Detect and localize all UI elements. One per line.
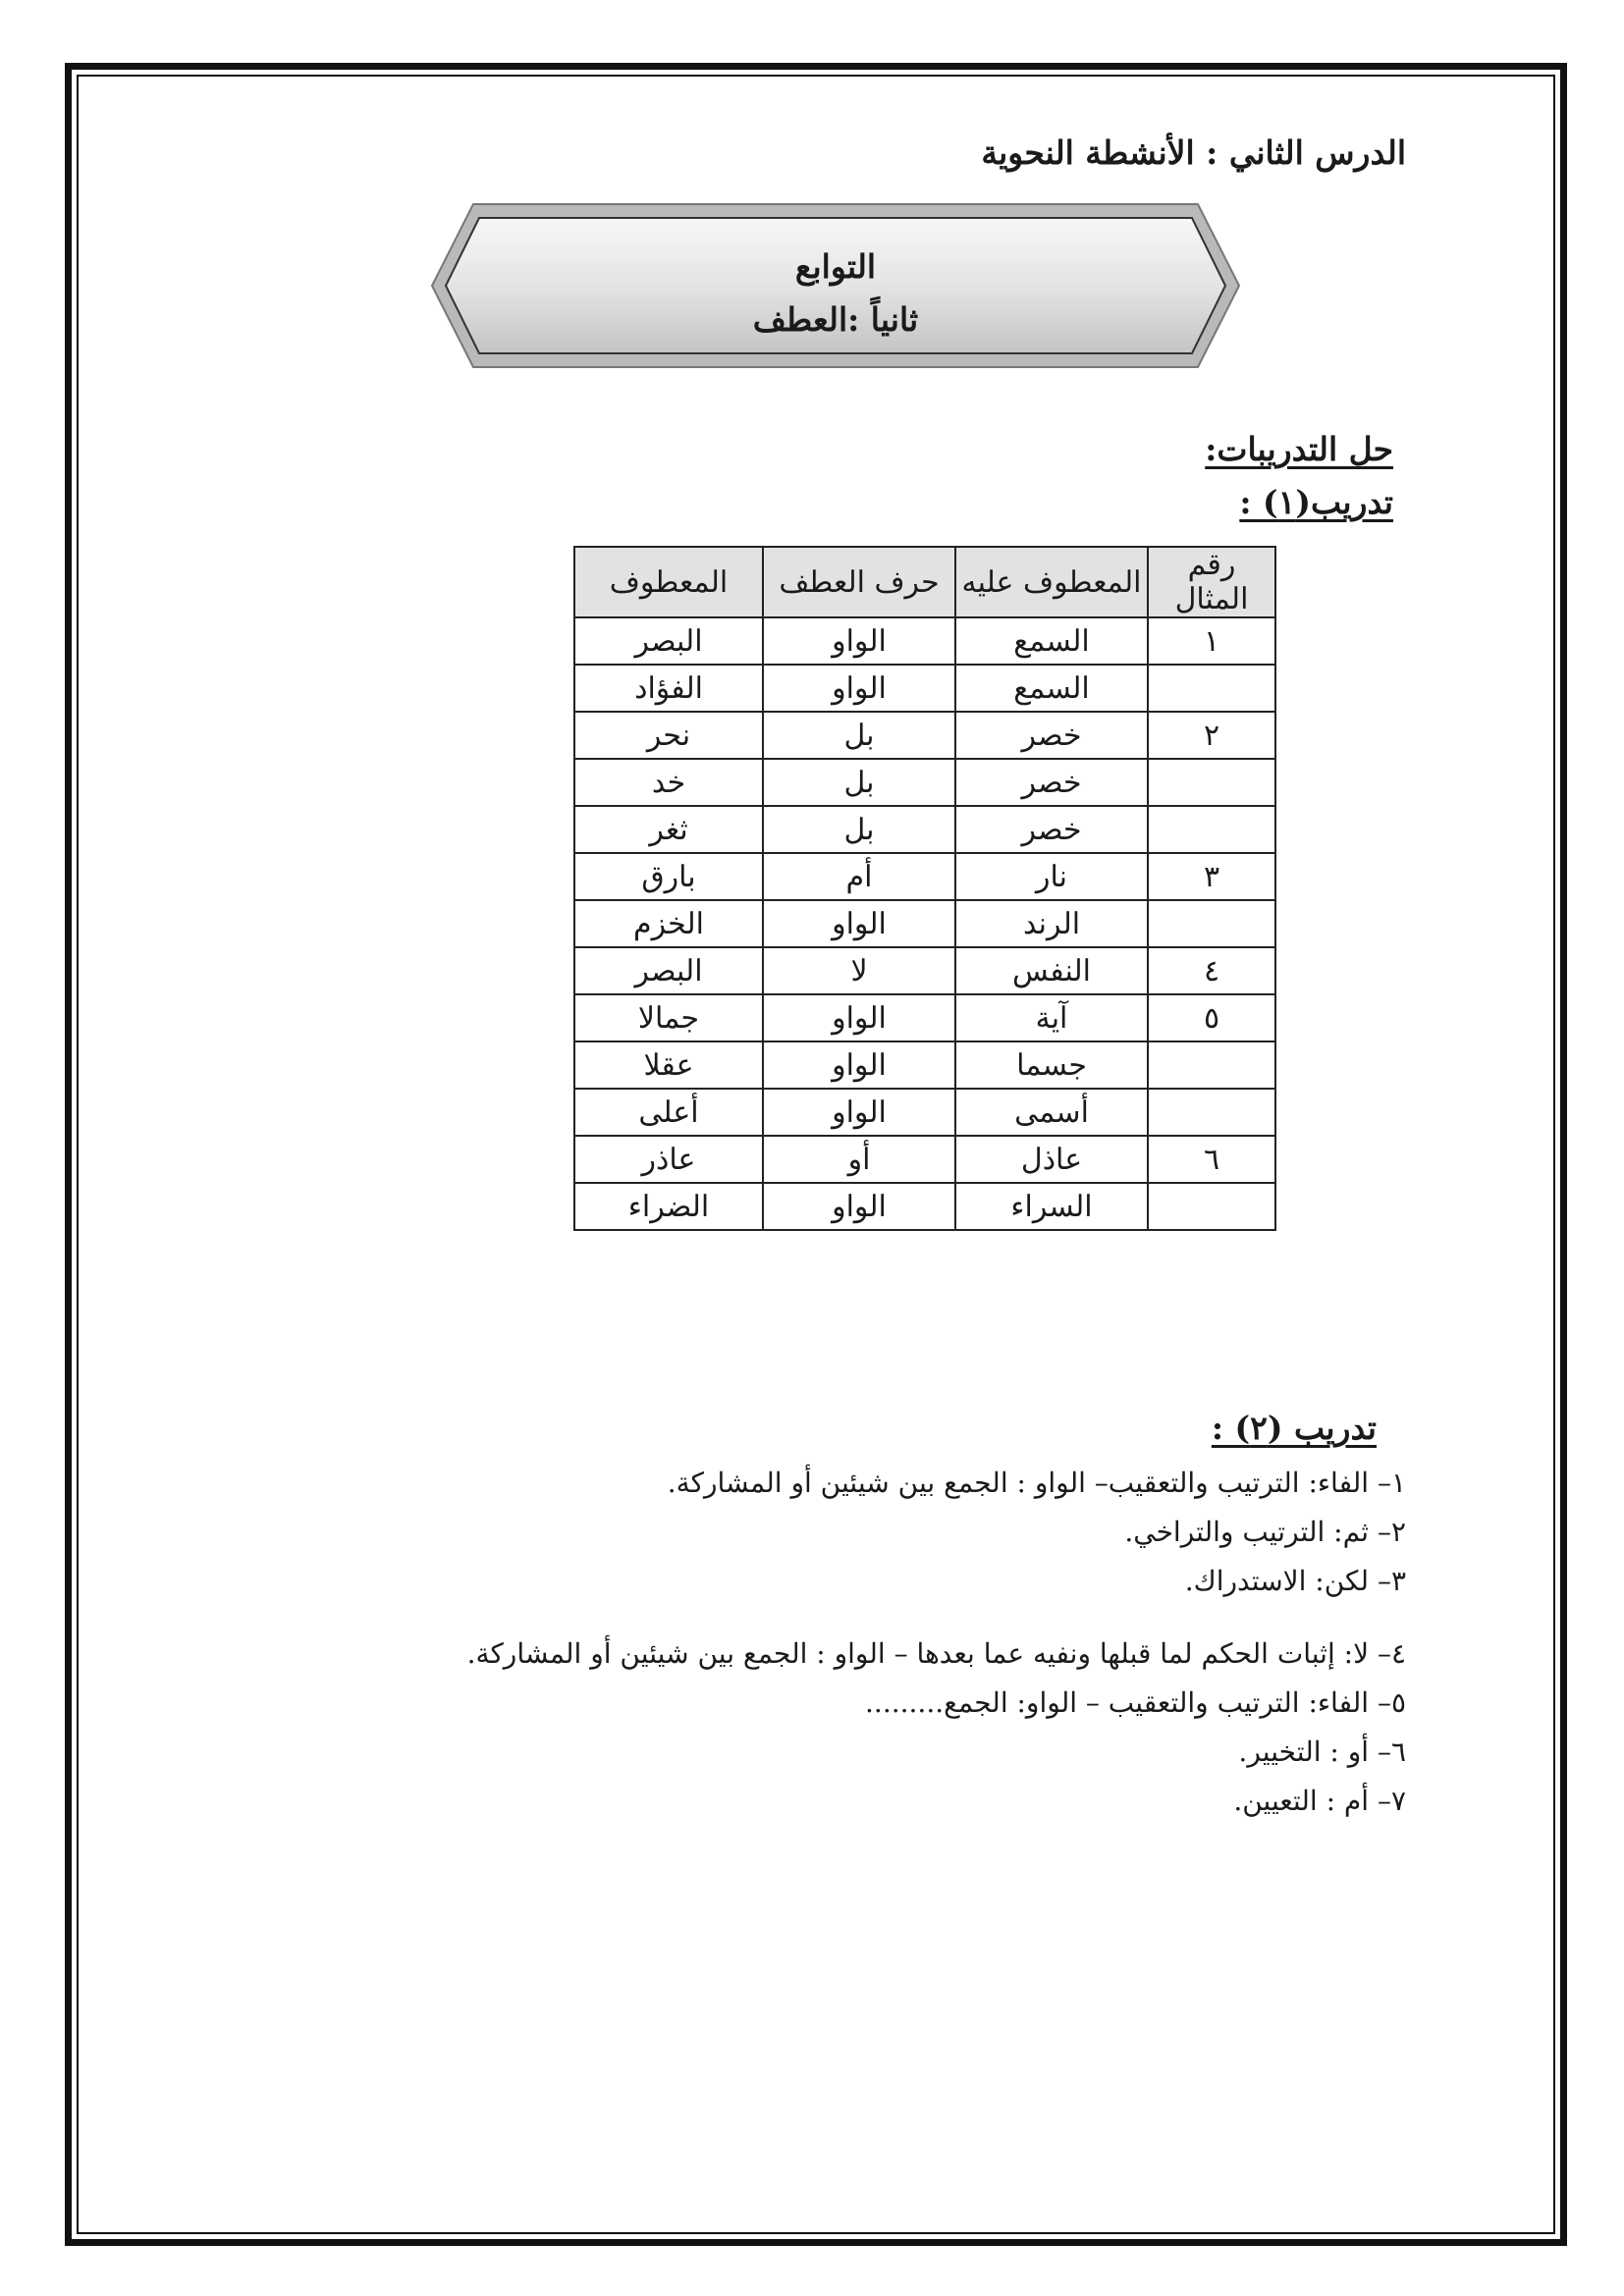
cell-conjoined: الخزم xyxy=(574,900,763,947)
conjunction-table xyxy=(573,546,1276,1231)
table-row xyxy=(574,853,1275,900)
cell-conjoined-to: آية xyxy=(955,994,1148,1041)
cell-conjunction: الواو xyxy=(763,1089,955,1136)
table-row xyxy=(574,947,1275,994)
table-row xyxy=(574,665,1275,712)
cell-conjoined: بارق xyxy=(574,853,763,900)
cell-example-number xyxy=(1148,759,1275,806)
cell-conjunction: أم xyxy=(763,853,955,900)
list-item: ٦– أو : التخيير. xyxy=(1238,1735,1406,1768)
cell-example-number: ٥ xyxy=(1148,994,1275,1041)
cell-conjunction: بل xyxy=(763,759,955,806)
cell-conjoined: ثغر xyxy=(574,806,763,853)
cell-conjunction: الواو xyxy=(763,665,955,712)
table-row xyxy=(574,1041,1275,1089)
cell-conjoined-to: السمع xyxy=(955,665,1148,712)
cell-conjunction: الواو xyxy=(763,900,955,947)
cell-example-number xyxy=(1148,1183,1275,1230)
banner-title: التوابع xyxy=(794,247,877,286)
cell-conjunction: بل xyxy=(763,712,955,759)
banner-frame xyxy=(430,202,1241,369)
cell-example-number: ٤ xyxy=(1148,947,1275,994)
cell-conjunction: أو xyxy=(763,1136,955,1183)
banner-subtitle: ثانياً :العطف xyxy=(752,300,919,339)
cell-example-number xyxy=(1148,806,1275,853)
cell-conjoined-to: خصر xyxy=(955,712,1148,759)
cell-conjoined: خد xyxy=(574,759,763,806)
cell-conjoined: أعلى xyxy=(574,1089,763,1136)
cell-conjoined-to: السراء xyxy=(955,1183,1148,1230)
cell-conjoined-to: خصر xyxy=(955,806,1148,853)
cell-conjoined: الضراء xyxy=(574,1183,763,1230)
table-row xyxy=(574,806,1275,853)
topic-banner xyxy=(430,202,1241,369)
table-row xyxy=(574,900,1275,947)
cell-example-number xyxy=(1148,900,1275,947)
table-row xyxy=(574,617,1275,665)
cell-conjunction: الواو xyxy=(763,617,955,665)
cell-example-number: ٣ xyxy=(1148,853,1275,900)
cell-conjunction: الواو xyxy=(763,994,955,1041)
cell-conjunction: لا xyxy=(763,947,955,994)
solutions-heading: حل التدريبات: xyxy=(1205,430,1393,468)
cell-conjoined: البصر xyxy=(574,947,763,994)
list-item: ٥– الفاء: الترتيب والتعقيب – الواو: الجمع......... xyxy=(865,1686,1406,1719)
cell-conjunction: بل xyxy=(763,806,955,853)
cell-example-number: ١ xyxy=(1148,617,1275,665)
cell-example-number xyxy=(1148,1041,1275,1089)
cell-conjoined-to: خصر xyxy=(955,759,1148,806)
cell-conjoined: عاذر xyxy=(574,1136,763,1183)
cell-conjoined: جمالا xyxy=(574,994,763,1041)
cell-conjoined-to: السمع xyxy=(955,617,1148,665)
cell-conjoined: البصر xyxy=(574,617,763,665)
cell-conjoined-to: عاذل xyxy=(955,1136,1148,1183)
table-row xyxy=(574,759,1275,806)
list-item: ٣– لكن: الاستدراك. xyxy=(1184,1565,1406,1597)
cell-example-number xyxy=(1148,665,1275,712)
cell-conjoined: عقلا xyxy=(574,1041,763,1089)
cell-conjunction: الواو xyxy=(763,1183,955,1230)
cell-conjoined-to: النفس xyxy=(955,947,1148,994)
list-item: ١– الفاء: الترتيب والتعقيب– الواو : الجمع بين شيئين أو المشاركة. xyxy=(667,1467,1406,1499)
cell-conjoined-to: أسمى xyxy=(955,1089,1148,1136)
drill2-list xyxy=(467,1459,1406,1826)
table-row xyxy=(574,1089,1275,1136)
cell-conjoined-to: الرند xyxy=(955,900,1148,947)
list-item: ٢– ثم: الترتيب والتراخي. xyxy=(1124,1516,1406,1548)
cell-conjoined: الفؤاد xyxy=(574,665,763,712)
cell-example-number: ٢ xyxy=(1148,712,1275,759)
table-row xyxy=(574,994,1275,1041)
list-item: ٧– أم : التعيين. xyxy=(1233,1785,1406,1817)
header-conjoined: المعطوف xyxy=(574,547,763,617)
table-header-row xyxy=(574,547,1275,617)
drill2-heading: تدريب (٢) : xyxy=(1211,1409,1377,1447)
table-row xyxy=(574,1183,1275,1230)
header-conjunction: حرف العطف xyxy=(763,547,955,617)
list-item: ٤– لا: إثبات الحكم لما قبلها ونفيه عما بعدها – الواو : الجمع بين شيئين أو المشاركة. xyxy=(466,1637,1406,1670)
drill1-heading: تدريب(١) : xyxy=(1239,483,1393,521)
header-conjoined-to: المعطوف عليه xyxy=(955,547,1148,617)
cell-conjoined: نحر xyxy=(574,712,763,759)
cell-example-number: ٦ xyxy=(1148,1136,1275,1183)
cell-conjoined-to: جسما xyxy=(955,1041,1148,1089)
cell-conjoined-to: نار xyxy=(955,853,1148,900)
cell-example-number xyxy=(1148,1089,1275,1136)
lesson-title: الدرس الثاني : الأنشطة النحوية xyxy=(981,133,1406,172)
cell-conjunction: الواو xyxy=(763,1041,955,1089)
header-example-number: رقم المثال xyxy=(1148,547,1275,617)
table-row xyxy=(574,1136,1275,1183)
table-row xyxy=(574,712,1275,759)
